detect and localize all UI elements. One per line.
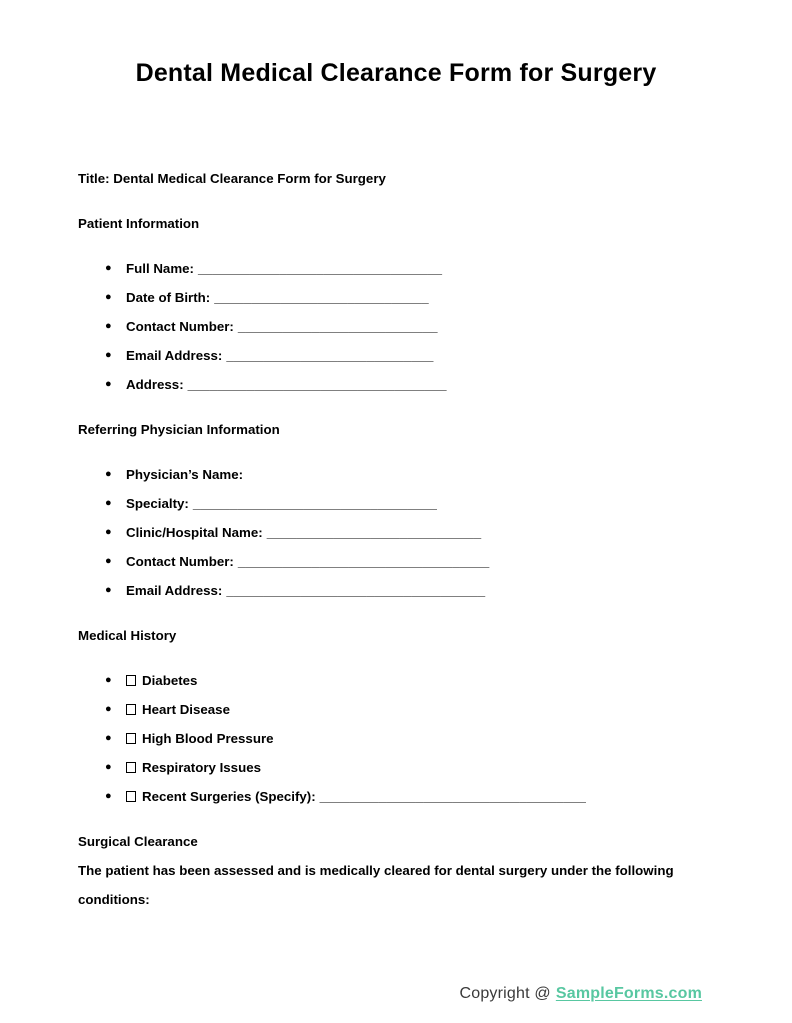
field-label: Date of Birth: xyxy=(126,290,211,305)
field-specialty xyxy=(78,489,714,518)
blank-line-recent-surgeries[interactable]: ____________________________________ xyxy=(319,789,586,804)
checkbox-label: Recent Surgeries (Specify): xyxy=(142,789,316,804)
footer-copyright xyxy=(459,985,702,1003)
field-label: Physician’s Name: xyxy=(126,467,244,482)
field-email-address xyxy=(78,341,714,370)
blank-line-clinic-hospital-name[interactable]: _____________________________ xyxy=(266,525,482,540)
section-heading-patient-information: Patient Information xyxy=(78,216,200,231)
copyright-text: Copyright @ xyxy=(459,985,551,1002)
field-label: Email Address: xyxy=(126,348,223,363)
field-label: Address: xyxy=(126,377,184,392)
checkbox-label: High Blood Pressure xyxy=(142,731,274,746)
checkbox-label: Heart Disease xyxy=(142,702,230,717)
checkbox-icon[interactable] xyxy=(126,733,136,744)
checkbox-icon[interactable] xyxy=(126,791,136,802)
blank-line-physician-email-address[interactable]: ___________________________________ xyxy=(226,583,486,598)
blank-line-contact-number[interactable]: ___________________________ xyxy=(237,319,438,334)
field-label: Email Address: xyxy=(126,583,223,598)
patient-info-list xyxy=(78,254,714,399)
field-label: Contact Number: xyxy=(126,554,234,569)
blank-line-address[interactable]: ___________________________________ xyxy=(187,377,447,392)
section-heading-surgical-clearance: Surgical Clearance xyxy=(78,834,198,849)
checkbox-item-heart-disease xyxy=(78,695,714,724)
checkbox-icon[interactable] xyxy=(126,675,136,686)
medical-history-list xyxy=(78,666,714,811)
section-heading-medical-history: Medical History xyxy=(78,628,177,643)
checkbox-icon[interactable] xyxy=(126,704,136,715)
checkbox-item-high-blood-pressure xyxy=(78,724,714,753)
field-label: Full Name: xyxy=(126,261,194,276)
physician-info-list xyxy=(78,460,714,605)
blank-line-date-of-birth[interactable]: _____________________________ xyxy=(214,290,429,305)
checkbox-item-respiratory-issues xyxy=(78,753,714,782)
page-title: Dental Medical Clearance Form for Surgery xyxy=(135,59,657,87)
blank-line-full-name[interactable]: _________________________________ xyxy=(197,261,443,276)
checkbox-label: Respiratory Issues xyxy=(142,760,261,775)
field-address xyxy=(78,370,714,399)
section-heading-referring-physician: Referring Physician Information xyxy=(78,422,280,437)
field-physician-email-address xyxy=(78,576,714,605)
field-clinic-hospital-name xyxy=(78,518,714,547)
surgical-clearance-text: The patient has been assessed and is medically cleared for dental surgery under the following conditions: xyxy=(78,863,674,907)
checkbox-item-diabetes xyxy=(78,666,714,695)
field-label: Clinic/Hospital Name: xyxy=(126,525,263,540)
blank-line-email-address[interactable]: ____________________________ xyxy=(226,348,434,363)
checkbox-icon[interactable] xyxy=(126,762,136,773)
blank-line-physician-contact-number[interactable]: __________________________________ xyxy=(237,554,490,569)
checkbox-label: Diabetes xyxy=(142,673,198,688)
field-label: Contact Number: xyxy=(126,319,234,334)
field-full-name xyxy=(78,254,714,283)
field-physician-contact-number xyxy=(78,547,714,576)
checkbox-item-recent-surgeries xyxy=(78,782,714,811)
field-label: Specialty: xyxy=(126,496,189,511)
field-physician-name xyxy=(78,460,714,489)
document-title-line: Title: Dental Medical Clearance Form for Surgery xyxy=(78,171,386,186)
field-date-of-birth xyxy=(78,283,714,312)
sampleforms-link[interactable]: SampleForms.com xyxy=(555,985,702,1002)
blank-line-specialty[interactable]: _________________________________ xyxy=(192,496,437,511)
field-contact-number xyxy=(78,312,714,341)
